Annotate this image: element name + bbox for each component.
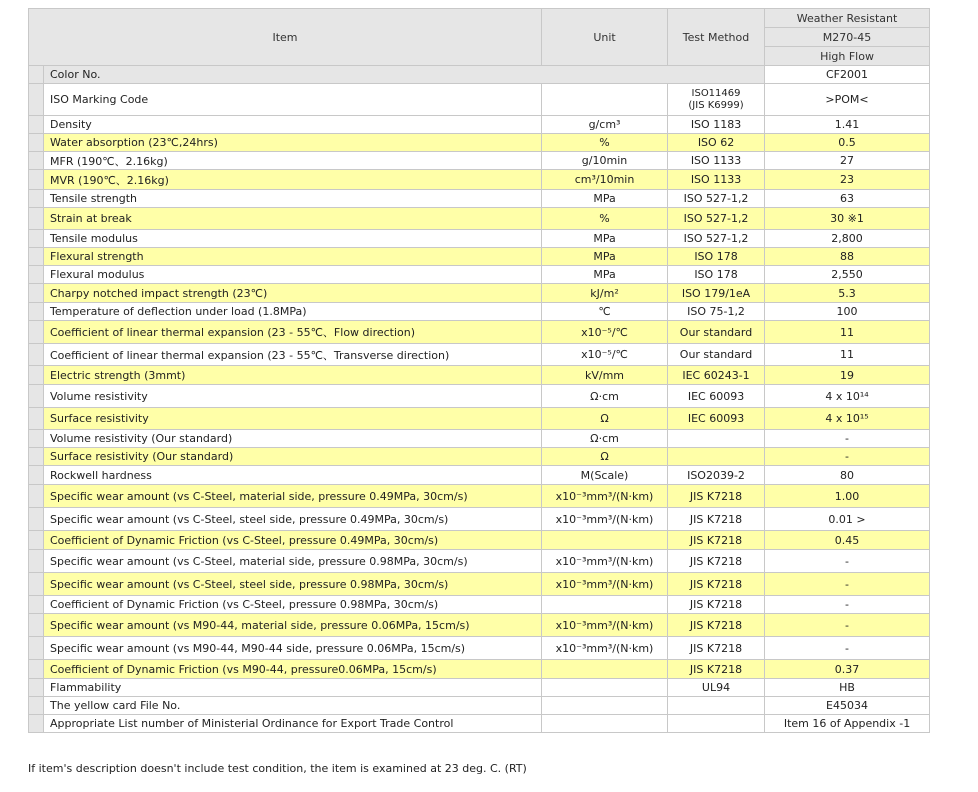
property-name: Rockwell hardness [44, 466, 542, 485]
property-name: Coefficient of linear thermal expansion (23 - 55℃、Transverse direction) [44, 344, 542, 366]
property-name: Water absorption (23℃,24hrs) [44, 134, 542, 152]
property-test-method: Our standard [668, 321, 765, 344]
property-value: 80 [765, 466, 930, 485]
property-row [29, 230, 930, 248]
property-name: Charpy notched impact strength (23℃) [44, 284, 542, 303]
property-unit: % [542, 208, 668, 230]
property-unit: ℃ [542, 303, 668, 321]
iso-marking-method-line2: (JIS K6999) [688, 99, 744, 111]
property-row [29, 170, 930, 190]
property-test-method: JIS K7218 [668, 508, 765, 531]
property-row [29, 385, 930, 408]
iso-marking-method-line1: ISO11469 [691, 87, 741, 99]
property-value: E45034 [765, 697, 930, 715]
property-row [29, 660, 930, 679]
property-test-method: IEC 60093 [668, 408, 765, 430]
property-test-method: IEC 60243-1 [668, 366, 765, 385]
row-marker [29, 170, 44, 190]
property-row [29, 152, 930, 170]
property-row [29, 266, 930, 284]
property-test-method: ISO 527-1,2 [668, 230, 765, 248]
row-marker [29, 508, 44, 531]
row-marker [29, 715, 44, 733]
property-row [29, 697, 930, 715]
row-marker [29, 134, 44, 152]
property-value: 0.37 [765, 660, 930, 679]
row-marker [29, 614, 44, 637]
header-grade-type: High Flow [765, 47, 930, 66]
property-name: Tensile modulus [44, 230, 542, 248]
property-value: 4 x 10¹⁵ [765, 408, 930, 430]
property-unit: x10⁻³mm³/(N·km) [542, 614, 668, 637]
property-test-method: IEC 60093 [668, 385, 765, 408]
property-row [29, 208, 930, 230]
iso-marking-value: >POM< [765, 84, 930, 116]
property-value: 88 [765, 248, 930, 266]
property-row [29, 448, 930, 466]
property-unit: Ω [542, 448, 668, 466]
row-marker [29, 230, 44, 248]
property-value: Item 16 of Appendix -1 [765, 715, 930, 733]
property-name: Electric strength (3mmt) [44, 366, 542, 385]
property-row [29, 284, 930, 303]
property-test-method: ISO 527-1,2 [668, 208, 765, 230]
header-unit: Unit [542, 9, 668, 66]
spec-sheet [28, 8, 929, 733]
footnote: If item's description doesn't include test condition, the item is examined at 23 deg. C. (RT) [28, 762, 527, 775]
property-test-method: JIS K7218 [668, 614, 765, 637]
property-name: Tensile strength [44, 190, 542, 208]
row-marker [29, 408, 44, 430]
color-row [29, 66, 930, 84]
property-row [29, 637, 930, 660]
property-name: Surface resistivity (Our standard) [44, 448, 542, 466]
property-row [29, 596, 930, 614]
property-row [29, 321, 930, 344]
property-name: Coefficient of Dynamic Friction (vs C-Steel, pressure 0.98MPa, 30cm/s) [44, 596, 542, 614]
row-marker [29, 284, 44, 303]
iso-marking-method [668, 84, 765, 116]
row-marker [29, 303, 44, 321]
property-test-method: JIS K7218 [668, 550, 765, 573]
property-unit: g/10min [542, 152, 668, 170]
property-name: Specific wear amount (vs C-Steel, material side, pressure 0.98MPa, 30cm/s) [44, 550, 542, 573]
property-table [28, 8, 930, 733]
row-marker [29, 190, 44, 208]
property-value: 4 x 10¹⁴ [765, 385, 930, 408]
property-unit: x10⁻³mm³/(N·km) [542, 573, 668, 596]
property-row [29, 508, 930, 531]
property-value: 27 [765, 152, 930, 170]
property-value: 0.01 > [765, 508, 930, 531]
property-value: 11 [765, 321, 930, 344]
property-name: Density [44, 116, 542, 134]
property-row [29, 134, 930, 152]
property-unit: MPa [542, 190, 668, 208]
property-test-method: ISO 1183 [668, 116, 765, 134]
property-name: MVR (190℃、2.16kg) [44, 170, 542, 190]
property-name: Specific wear amount (vs C-Steel, material side, pressure 0.49MPa, 30cm/s) [44, 485, 542, 508]
property-row [29, 116, 930, 134]
row-marker [29, 466, 44, 485]
property-unit: Ω·cm [542, 430, 668, 448]
property-unit: x10⁻³mm³/(N·km) [542, 508, 668, 531]
property-unit: % [542, 134, 668, 152]
property-row [29, 679, 930, 697]
property-unit: MPa [542, 266, 668, 284]
property-name: Flammability [44, 679, 542, 697]
property-test-method: Our standard [668, 344, 765, 366]
property-test-method: ISO 1133 [668, 170, 765, 190]
property-name: Specific wear amount (vs M90-44, material side, pressure 0.06MPa, 15cm/s) [44, 614, 542, 637]
property-unit: x10⁻³mm³/(N·km) [542, 550, 668, 573]
row-marker [29, 660, 44, 679]
property-row [29, 550, 930, 573]
property-name: Flexural strength [44, 248, 542, 266]
row-marker [29, 266, 44, 284]
property-test-method: JIS K7218 [668, 573, 765, 596]
row-marker [29, 697, 44, 715]
property-unit: kV/mm [542, 366, 668, 385]
property-name: Surface resistivity [44, 408, 542, 430]
property-row [29, 531, 930, 550]
row-marker [29, 637, 44, 660]
property-row [29, 190, 930, 208]
property-test-method: ISO 1133 [668, 152, 765, 170]
property-row [29, 430, 930, 448]
property-name: Specific wear amount (vs C-Steel, steel side, pressure 0.98MPa, 30cm/s) [44, 573, 542, 596]
property-value: 23 [765, 170, 930, 190]
property-unit [542, 715, 668, 733]
property-unit [542, 596, 668, 614]
row-marker [29, 448, 44, 466]
property-test-method: ISO 62 [668, 134, 765, 152]
property-test-method: ISO 75-1,2 [668, 303, 765, 321]
property-unit: g/cm³ [542, 116, 668, 134]
property-unit [542, 531, 668, 550]
property-test-method [668, 430, 765, 448]
property-row [29, 466, 930, 485]
property-test-method [668, 448, 765, 466]
property-row [29, 303, 930, 321]
property-name: Coefficient of Dynamic Friction (vs M90-44, pressure0.06MPa, 15cm/s) [44, 660, 542, 679]
property-row [29, 715, 930, 733]
property-test-method: ISO 179/1eA [668, 284, 765, 303]
property-name: Strain at break [44, 208, 542, 230]
header-grade-name: M270-45 [765, 28, 930, 47]
property-row [29, 614, 930, 637]
property-test-method: JIS K7218 [668, 485, 765, 508]
row-marker [29, 116, 44, 134]
property-value: - [765, 448, 930, 466]
row-marker [29, 321, 44, 344]
property-unit: x10⁻³mm³/(N·km) [542, 637, 668, 660]
property-name: Flexural modulus [44, 266, 542, 284]
row-marker [29, 531, 44, 550]
iso-marking-unit [542, 84, 668, 116]
property-test-method: ISO2039-2 [668, 466, 765, 485]
property-value: 100 [765, 303, 930, 321]
property-name: Volume resistivity [44, 385, 542, 408]
property-unit: kJ/m² [542, 284, 668, 303]
property-unit: MPa [542, 248, 668, 266]
property-test-method: ISO 178 [668, 248, 765, 266]
row-marker [29, 208, 44, 230]
property-name: Temperature of deflection under load (1.8MPa) [44, 303, 542, 321]
property-name: MFR (190℃、2.16kg) [44, 152, 542, 170]
property-unit: MPa [542, 230, 668, 248]
row-marker [29, 385, 44, 408]
property-name: The yellow card File No. [44, 697, 542, 715]
iso-marking-label: ISO Marking Code [44, 84, 542, 116]
property-test-method: JIS K7218 [668, 637, 765, 660]
header-grade-category: Weather Resistant [765, 9, 930, 28]
property-row [29, 344, 930, 366]
property-value: - [765, 614, 930, 637]
property-value: 30 ※1 [765, 208, 930, 230]
property-unit: Ω·cm [542, 385, 668, 408]
property-unit: M(Scale) [542, 466, 668, 485]
property-value: 0.5 [765, 134, 930, 152]
property-value: - [765, 430, 930, 448]
property-test-method [668, 697, 765, 715]
property-name: Appropriate List number of Ministerial Ordinance for Export Trade Control [44, 715, 542, 733]
property-value: 19 [765, 366, 930, 385]
row-marker [29, 366, 44, 385]
row-marker [29, 84, 44, 116]
property-name: Specific wear amount (vs M90-44, M90-44 side, pressure 0.06MPa, 15cm/s) [44, 637, 542, 660]
property-unit: Ω [542, 408, 668, 430]
color-label: Color No. [44, 66, 765, 84]
property-value: 11 [765, 344, 930, 366]
iso-marking-row [29, 84, 930, 116]
row-marker [29, 66, 44, 84]
property-row [29, 573, 930, 596]
property-value: - [765, 573, 930, 596]
row-marker [29, 679, 44, 697]
property-value: - [765, 637, 930, 660]
property-row [29, 485, 930, 508]
row-marker [29, 596, 44, 614]
property-value: 1.00 [765, 485, 930, 508]
header-item: Item [29, 9, 542, 66]
property-unit [542, 697, 668, 715]
color-value: CF2001 [765, 66, 930, 84]
property-test-method: JIS K7218 [668, 531, 765, 550]
property-test-method: UL94 [668, 679, 765, 697]
property-value: 2,550 [765, 266, 930, 284]
header-test-method: Test Method [668, 9, 765, 66]
property-unit: cm³/10min [542, 170, 668, 190]
property-test-method: JIS K7218 [668, 596, 765, 614]
property-unit [542, 679, 668, 697]
property-value: 5.3 [765, 284, 930, 303]
row-marker [29, 573, 44, 596]
property-value: 2,800 [765, 230, 930, 248]
property-test-method: JIS K7218 [668, 660, 765, 679]
property-unit [542, 660, 668, 679]
property-test-method [668, 715, 765, 733]
row-marker [29, 248, 44, 266]
property-row [29, 408, 930, 430]
property-unit: x10⁻⁵/℃ [542, 321, 668, 344]
row-marker [29, 485, 44, 508]
row-marker [29, 152, 44, 170]
property-name: Specific wear amount (vs C-Steel, steel side, pressure 0.49MPa, 30cm/s) [44, 508, 542, 531]
property-value: HB [765, 679, 930, 697]
property-name: Coefficient of Dynamic Friction (vs C-Steel, pressure 0.49MPa, 30cm/s) [44, 531, 542, 550]
property-test-method: ISO 527-1,2 [668, 190, 765, 208]
property-row [29, 366, 930, 385]
property-test-method: ISO 178 [668, 266, 765, 284]
row-marker [29, 550, 44, 573]
row-marker [29, 344, 44, 366]
property-name: Coefficient of linear thermal expansion (23 - 55℃、Flow direction) [44, 321, 542, 344]
property-value: 63 [765, 190, 930, 208]
property-value: - [765, 550, 930, 573]
property-unit: x10⁻⁵/℃ [542, 344, 668, 366]
property-row [29, 248, 930, 266]
property-value: 0.45 [765, 531, 930, 550]
property-unit: x10⁻³mm³/(N·km) [542, 485, 668, 508]
property-value: - [765, 596, 930, 614]
row-marker [29, 430, 44, 448]
property-name: Volume resistivity (Our standard) [44, 430, 542, 448]
property-value: 1.41 [765, 116, 930, 134]
